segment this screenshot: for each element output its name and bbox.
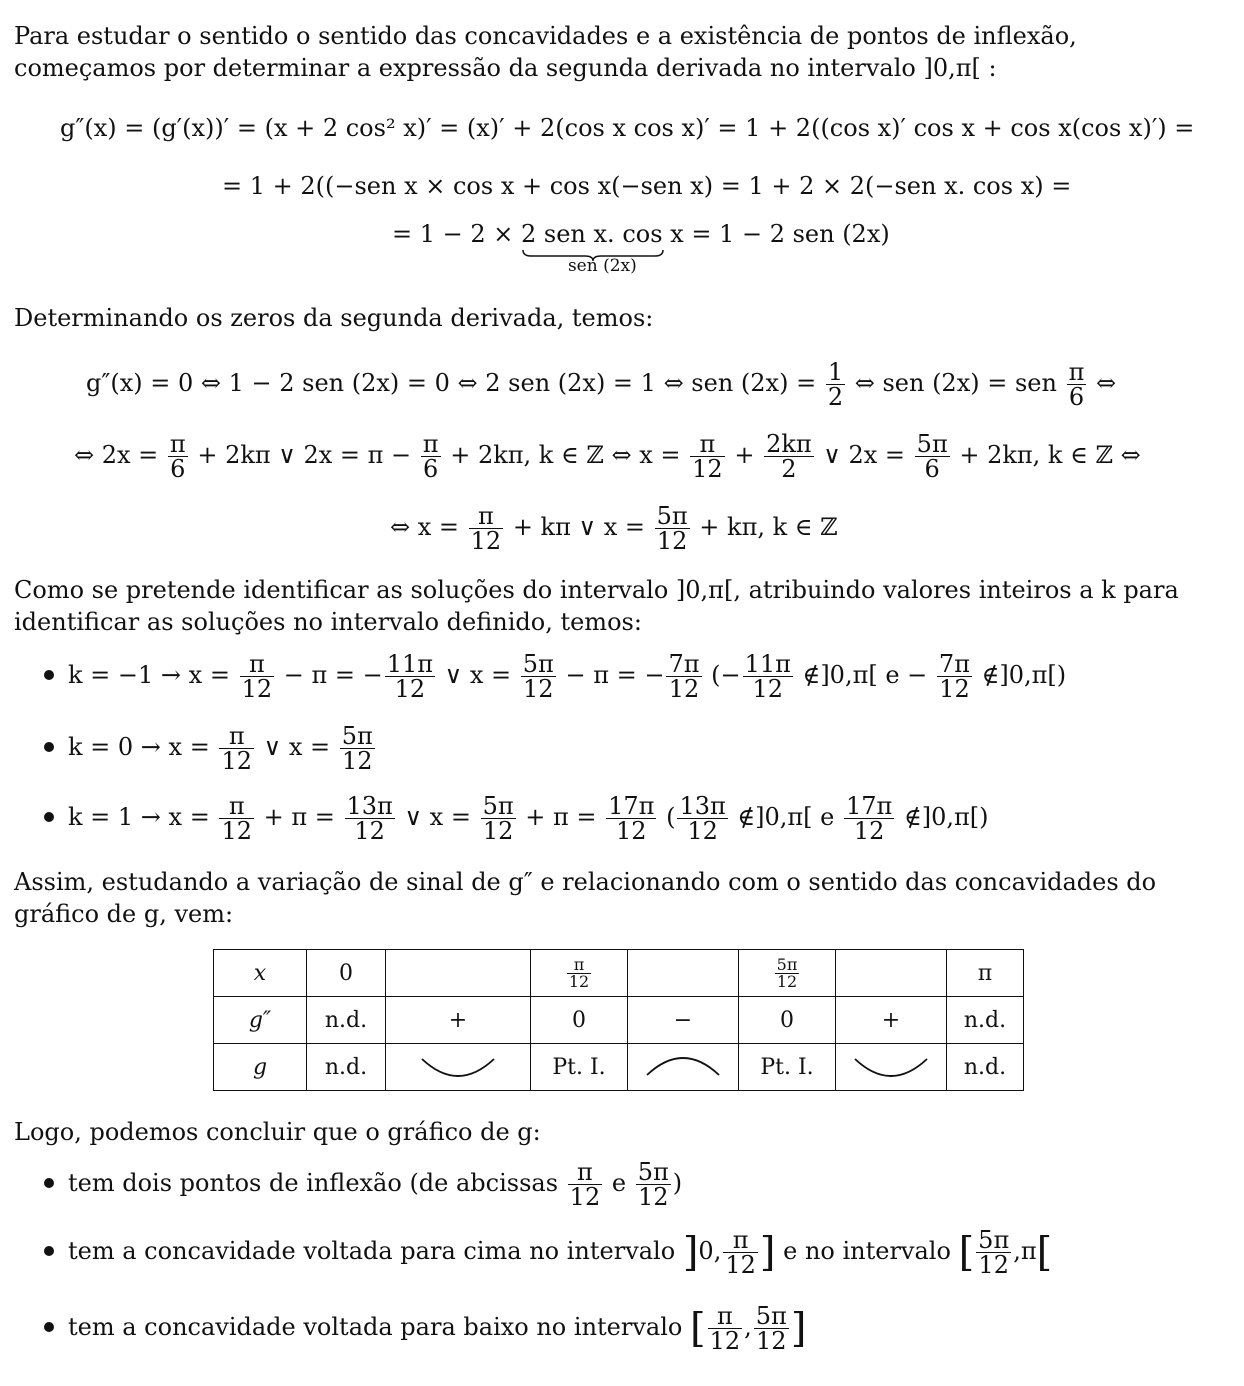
derivative-line-2: = 1 + 2((−sen x × cos x + cos x(−sen x) = 1 + 2 × 2(−sen x. cos x) = [222,172,1072,200]
fraction: $\frac{2k\pi}{2}$ [766,430,812,483]
solutions-intro: Como se pretende identificar as soluções do intervalo ]0,π[, atribuindo valores inteiros a k para identificar as soluções no intervalo definido, temos: [14,576,1179,636]
bullet-icon [44,1178,54,1188]
case-k-0: k = 0 → x = $\frac{\pi}{12}$ ∨ x = $\frac{5\pi}{12}$ [44,724,377,773]
bullet-icon [44,742,54,752]
fraction: $\frac{5\pi}{12}$ [522,650,554,703]
fraction: $\frac{\pi}{12}$ [569,1158,601,1211]
conclusion-concave-down: tem a concavidade voltada para baixo no intervalo [ $\frac{\pi}{12}$ , $\frac{5\pi}{12}$ ] [44,1304,806,1353]
concave-up-icon [418,1055,498,1079]
conclusion-intro: Logo, podemos concluir que o gráfico de g: [14,1118,541,1146]
fraction: $\frac{\pi}{6}$ [1068,358,1085,411]
table-row-x: x 0 $\frac{\pi}{12}$ $\frac{5\pi}{12}$ π [214,950,1024,997]
fraction: $\frac{13\pi}{12}$ [346,792,393,845]
fraction: $\frac{5\pi}{12}$ [656,502,688,555]
fraction: $\frac{17\pi}{12}$ [846,792,893,845]
fraction: $\frac{\pi}{12}$ [725,1226,756,1279]
bullet-icon [44,1322,54,1332]
fraction: $\frac{5\pi}{12}$ [482,792,514,845]
fraction: $\frac{\pi}{12}$ [221,722,252,775]
fraction: $\frac{\pi}{12}$ [692,430,723,483]
fraction: $\frac{5\pi}{12}$ [978,1226,1010,1279]
fraction: $\frac{7\pi}{12}$ [668,650,700,703]
sign-intro: Assim, estudando a variação de sinal de g″ e relacionando com o sentido das concavidades do gráfico de g, vem: [14,868,1157,928]
intro-paragraph: Para estudar o sentido o sentido das concavidades e a existência de pontos de inflexão, começamos por determinar a expressão da segunda derivada no intervalo ]0,π[ : [14,22,1077,82]
fraction: $\frac{\pi}{12}$ [241,650,273,703]
fraction: $\frac{1}{2}$ [827,358,844,411]
fraction: $\frac{5\pi}{12}$ [341,722,373,775]
fraction: $\frac{5\pi}{12}$ [637,1158,669,1211]
fraction: $\frac{5\pi}{12}$ [755,1302,787,1355]
derivative-line-1: g″(x) = (g′(x))′ = (x + 2 cos² x)′ = (x)′ + 2(cos x cos x)′ = 1 + 2((cos x)′ cos x + cos x(cos x)′) = [60,114,1195,142]
zeros-line-2: ⇔ 2x = $\frac{\pi}{6}$ + 2kπ ∨ 2x = π − $\frac{\pi}{6}$ + 2kπ, k ∈ ℤ ⇔ x = $\frac{\pi}{12}$ + $\frac{2k\pi}{2}$ ∨ 2x = $\frac{5\pi}{6}$ + 2kπ, k ∈ ℤ ⇔ [74,430,1141,483]
conclusion-inflection: tem dois pontos de inflexão (de abcissas $\frac{\pi}{12}$ e $\frac{5\pi}{12}$ ) [44,1160,682,1209]
fraction: $\frac{7\pi}{12}$ [938,650,970,703]
zeros-line-1: g″(x) = 0 ⇔ 1 − 2 sen (2x) = 0 ⇔ 2 sen (2x) = 1 ⇔ sen (2x) = $\frac{1}{2}$ ⇔ sen (2x) = sen $\frac{\pi}{6}$ ⇔ [86,358,1117,411]
bullet-icon [44,812,54,822]
underbrace-label: sen (2x) [567,256,637,276]
case-k-minus-1: k = −1 → x = $\frac{\pi}{12}$ − π = − $\frac{11\pi}{12}$ ∨ x = $\frac{5\pi}{12}$ − π = − $\frac{7\pi}{12}$ (− $\frac{11\pi}{12}$ ∉]0,π[ e − $\frac{7\pi}{12}$ ∉]0,π[) [44,652,1066,701]
fraction: $\frac{5\pi}{6}$ [916,430,948,483]
fraction: $\frac{11\pi}{12}$ [386,650,434,703]
fraction: $\frac{11\pi}{12}$ [744,650,791,703]
fraction: $\frac{13\pi}{12}$ [679,792,726,845]
bullet-icon [44,1246,54,1256]
conclusion-concave-up: tem a concavidade voltada para cima no intervalo ]0, $\frac{\pi}{12}$ ] e no intervalo [ $\frac{5\pi}{12}$ ,π[ [44,1228,1052,1277]
zeros-line-3: ⇔ x = $\frac{\pi}{12}$ + kπ ∨ x = $\frac{5\pi}{12}$ + kπ, k ∈ ℤ [390,502,838,555]
fraction: $\frac{\pi}{12}$ [221,792,252,845]
table-row-g-second: g″ n.d. + 0 − 0 + n.d. [214,997,1024,1044]
fraction: $\frac{\pi}{12}$ [568,954,590,991]
sign-table [213,949,1024,1091]
zeros-intro: Determinando os zeros da segunda derivada, temos: [14,304,654,332]
fraction: $\frac{\pi}{12}$ [709,1302,741,1355]
fraction: $\frac{\pi}{6}$ [169,430,186,483]
concave-up-icon [851,1055,931,1079]
derivative-line-3: = 1 − 2 × 2 sen x. cos x sen (2x) = 1 − 2 sen (2x) [392,220,890,276]
fraction: $\frac{\pi}{12}$ [470,502,502,555]
underbrace-term: 2 sen x. cos x sen (2x) [521,220,684,276]
table-row-g: g n.d. Pt. I. Pt. I. n.d. [214,1044,1024,1091]
bullet-icon [44,670,54,680]
fraction: $\frac{17\pi}{12}$ [608,792,655,845]
fraction: $\frac{5\pi}{12}$ [776,954,798,991]
fraction: $\frac{\pi}{6}$ [422,430,439,483]
concave-down-icon [643,1055,723,1079]
case-k-1: k = 1 → x = $\frac{\pi}{12}$ + π = $\frac{13\pi}{12}$ ∨ x = $\frac{5\pi}{12}$ + π = $\frac{17\pi}{12}$ ( $\frac{13\pi}{12}$ ∉]0,π[ e $\frac{17\pi}{12}$ ∉]0,π[) [44,794,988,843]
